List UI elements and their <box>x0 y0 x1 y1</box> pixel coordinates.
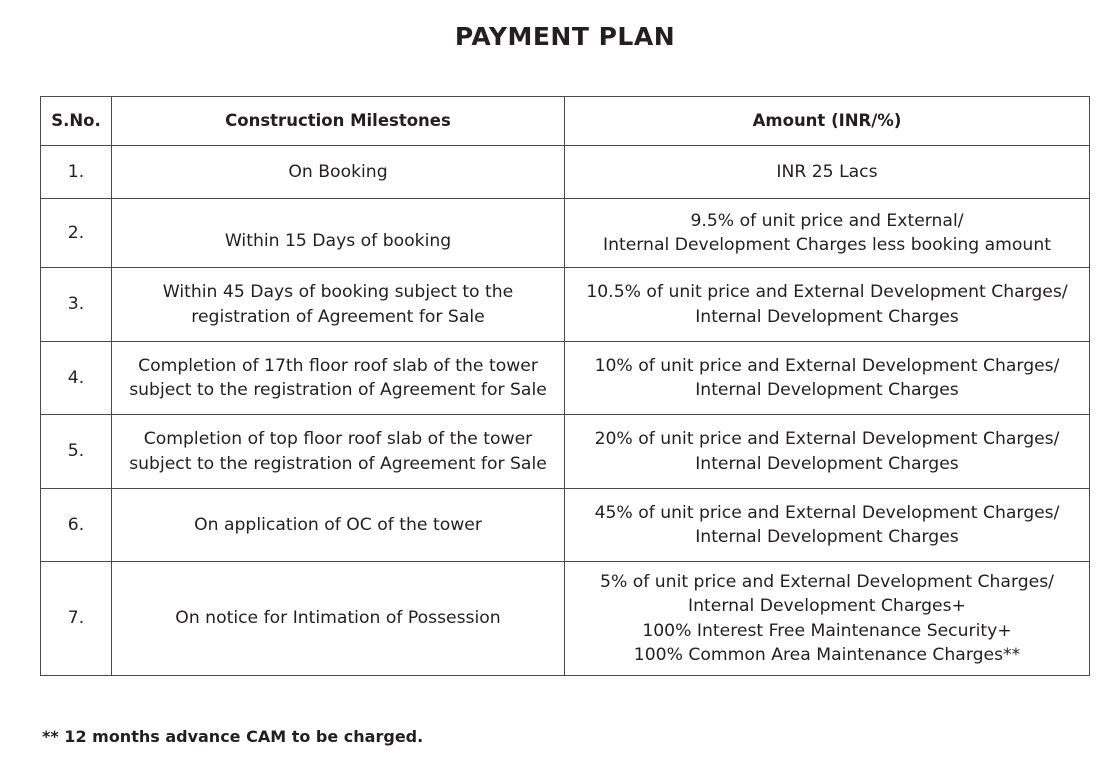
row-amount <box>565 268 1090 342</box>
amount-line: 9.5% of unit price and External/ <box>690 210 964 231</box>
table-row <box>41 146 1090 199</box>
amount-line: Internal Development Charges <box>695 527 959 547</box>
row-milestone <box>112 342 565 415</box>
row-sno: 1. <box>41 146 112 199</box>
milestone-line: On Booking <box>288 161 388 182</box>
row-sno: 3. <box>41 268 112 342</box>
row-milestone <box>112 489 565 562</box>
header-milestones: Construction Milestones <box>112 97 565 146</box>
amount-line: Internal Development Charges <box>695 380 959 400</box>
table-row <box>41 342 1090 415</box>
amount-line: Internal Development Charges+ <box>688 596 966 616</box>
amount-line: 45% of unit price and External Development Charges/ <box>594 502 1060 523</box>
header-amount: Amount (INR/%) <box>565 97 1090 146</box>
milestone-line: Completion of top floor roof slab of the tower <box>143 429 533 449</box>
amount-line: Internal Development Charges <box>695 306 959 327</box>
row-milestone <box>112 415 565 489</box>
amount-line: Internal Development Charges <box>695 453 959 474</box>
footnote: ** 12 months advance CAM to be charged. <box>42 727 424 746</box>
amount-line: 20% of unit price and External Development Charges/ <box>594 429 1060 449</box>
row-amount <box>565 199 1090 268</box>
row-milestone <box>112 268 565 342</box>
row-sno: 2. <box>41 199 112 268</box>
row-milestone <box>112 146 565 199</box>
header-sno: S.No. <box>41 97 112 146</box>
milestone-line: subject to the registration of Agreement for Sale <box>129 380 547 400</box>
payment-plan-table <box>40 96 1090 676</box>
milestone-line: Within 15 Days of booking <box>224 230 452 251</box>
table-row <box>41 268 1090 342</box>
table-row <box>41 489 1090 562</box>
page-title: PAYMENT PLAN <box>454 22 676 51</box>
row-milestone <box>112 199 565 268</box>
milestone-line: On application of OC of the tower <box>194 514 482 535</box>
row-amount <box>565 146 1090 199</box>
table-row <box>41 415 1090 489</box>
row-sno: 4. <box>41 342 112 415</box>
row-amount <box>565 489 1090 562</box>
row-milestone <box>112 562 565 676</box>
milestone-line: Completion of 17th floor roof slab of the tower <box>138 355 538 376</box>
table-header-row <box>41 97 1090 146</box>
amount-line: 10% of unit price and External Development Charges/ <box>594 355 1060 376</box>
row-amount <box>565 562 1090 676</box>
milestone-line: On notice for Intimation of Possession <box>175 608 501 629</box>
row-amount <box>565 415 1090 489</box>
table-row <box>41 562 1090 676</box>
amount-line: INR 25 Lacs <box>776 161 878 182</box>
amount-line: 100% Interest Free Maintenance Security+ <box>642 620 1012 641</box>
row-sno: 6. <box>41 489 112 562</box>
milestone-line: subject to the registration of Agreement for Sale <box>129 453 547 474</box>
amount-line: Internal Development Charges less booking amount <box>603 235 1051 255</box>
table-row <box>41 199 1090 268</box>
amount-line: 10.5% of unit price and External Development Charges/ <box>586 282 1068 302</box>
amount-line: 100% Common Area Maintenance Charges** <box>633 645 1021 665</box>
milestone-line: registration of Agreement for Sale <box>191 306 485 327</box>
row-sno: 7. <box>41 562 112 676</box>
milestone-line: Within 45 Days of booking subject to the <box>162 282 514 302</box>
amount-line: 5% of unit price and External Development Charges/ <box>600 571 1054 592</box>
row-sno: 5. <box>41 415 112 489</box>
row-amount <box>565 342 1090 415</box>
